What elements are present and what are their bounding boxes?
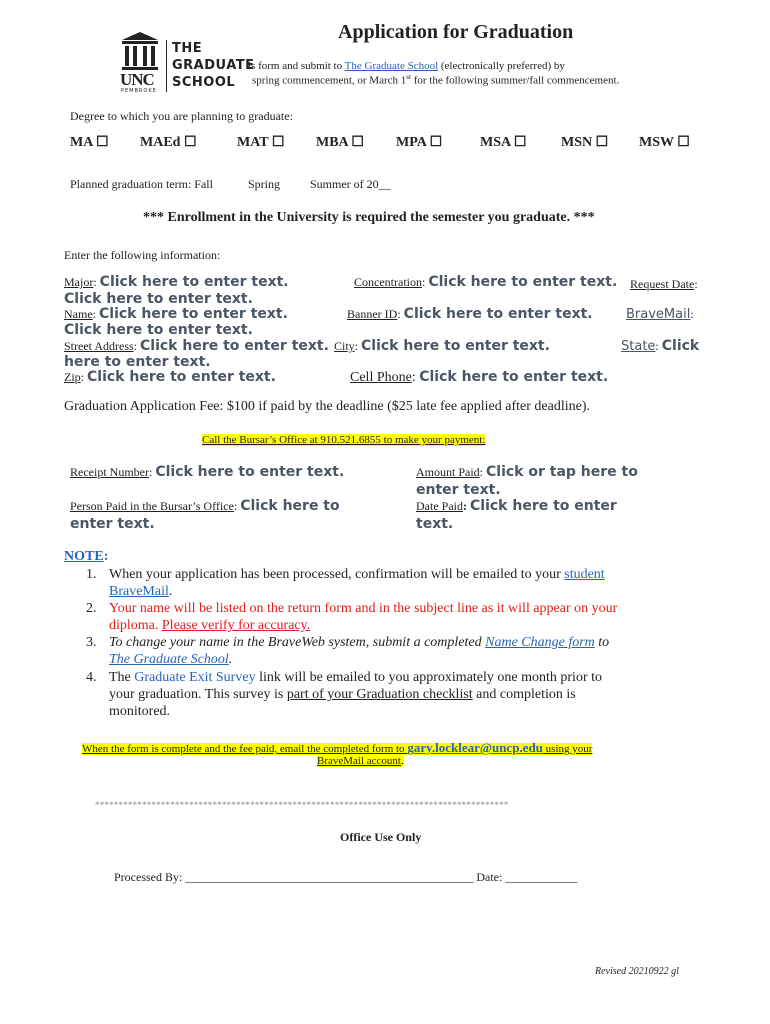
intro-part-1: is form and submit to [248,60,345,72]
bravemail-field: BraveMail: [626,307,694,322]
office-use-heading: Office Use Only [340,830,422,844]
intro-line-2 [252,73,619,87]
date-paid-field: Date Paid: Click here to enter [416,498,617,514]
bravemail-label: BraveMail [626,307,691,322]
person-wrap [70,515,155,533]
name-field: Name: Click here to enter text. [64,306,288,322]
note-2-text-2: diploma. [109,618,162,633]
intro-line-2a: spring commencement, or March 1 [252,74,407,87]
name-label: Name [64,307,93,321]
note-4-line-2b: and completion is [472,687,576,702]
zip-field: Zip: Click here to enter text. [64,369,276,385]
degree-option-maed[interactable]: MAEd ☐ [140,135,197,150]
note-heading-text: NOTE [64,549,104,564]
name-input-extra[interactable]: Click here to enter text. [64,322,253,338]
request-date-field: Request Date: [630,277,698,291]
graduate-school-link[interactable]: The Graduate School [344,60,439,72]
banner-id-input[interactable]: Click here to enter text. [403,306,593,322]
logo-unc: UNC [120,70,154,89]
concentration-input[interactable]: Click here to enter text. [428,274,618,290]
amount-label: Amount Paid [416,465,480,479]
submit-text-2: using your [542,743,593,755]
state-label: State [621,339,656,354]
street-input[interactable]: Click here to enter text. [140,338,329,354]
state-field: State: Click [621,338,700,354]
street-field: Street Address: Click here to enter text. [64,338,329,354]
bursar-text [202,434,485,446]
degree-option-mat[interactable]: MAT ☐ [237,135,285,150]
name-input[interactable]: Click here to enter text. [99,306,288,322]
enter-info-label: Enter the following information: [64,248,221,262]
date-paid-label: Date Paid [416,499,463,513]
zip-label: Zip [64,370,81,384]
logo-line-3: SCHOOL [172,75,236,90]
note-3-number: 3. [86,635,97,650]
note-4-number: 4. [86,670,97,685]
state-input[interactable]: Click [661,338,700,354]
submit-text: When the form is complete and the fee paid, email the completed form to [82,743,408,755]
major-field: Major: Click here to enter text. [64,274,289,290]
receipt-field: Receipt Number: Click here to enter text. [70,464,345,480]
amount-input-wrap[interactable]: enter text. [416,482,501,498]
intro-sup: st [406,73,411,81]
person-input[interactable]: Click here to [240,498,340,514]
note-1-number: 1. [86,567,97,582]
note-4-line-2 [109,687,576,703]
email-link[interactable]: gary.locklear@uncp.edu [407,740,543,755]
note-heading: NOTE: [64,549,109,564]
revised-note: Revised 20210922 gl [595,966,679,977]
note-3-line-1 [109,635,609,651]
street-input-wrap[interactable]: here to enter text. [64,354,211,370]
note-3-text-1: To change your name in the BraveWeb system, submit a completed [109,635,486,650]
submit-line-1 [82,740,592,756]
degree-option-msw[interactable]: MSW ☐ [639,135,690,150]
bursar-highlight: Call the Bursar’s Office at 910.521.6855 to make your payment: [202,434,486,446]
note-2-verify: Please verify for accuracy. [161,618,311,633]
degree-option-mpa[interactable]: MPA ☐ [396,135,443,150]
cell-phone-input[interactable]: Click here to enter text. [419,369,609,385]
banner-id-field: Banner ID: Click here to enter text. [347,306,593,322]
amount-input[interactable]: Click or tap here to [486,464,638,480]
note-3-line-2: The Graduate School. [109,652,233,667]
note-2-line-2 [109,618,310,634]
note-4-text-2: link will be emailed to you approximately one month prior to [255,670,602,685]
city-field: City: Click here to enter text. [334,338,550,354]
major-label: Major [64,275,94,289]
concentration-label: Concentration [354,275,422,289]
major-input[interactable]: Click here to enter text. [99,274,289,290]
receipt-input[interactable]: Click here to enter text. [155,464,345,480]
logo-pembroke: PEMBROKE [121,88,157,94]
note-1-line-1 [109,567,605,583]
person-field: Person Paid in the Bursar’s Office: Click here to [70,498,340,514]
term-label: Planned graduation term: Fall [70,177,213,191]
logo-line-1: THE [172,41,203,56]
logo-divider [166,40,167,92]
date-paid-input-wrap[interactable]: text. [416,516,454,532]
fee-text: Graduation Application Fee: $100 if paid by the deadline ($25 late fee applied after deadline). [64,399,590,414]
person-input-wrap[interactable]: enter text. [70,516,155,532]
bravemail-account-text: BraveMail account [317,755,401,767]
bravemail-link[interactable]: BraveMail [109,584,169,599]
intro-line-1 [248,60,565,72]
zip-input[interactable]: Click here to enter text. [87,369,276,385]
note-4-line-1 [109,670,602,686]
stars-divider: **************************************************************************************** [95,800,509,810]
degree-option-mba[interactable]: MBA ☐ [316,135,364,150]
term-spring: Spring [248,177,281,191]
student-link[interactable]: student [564,567,605,582]
degree-option-ma[interactable]: MA ☐ [70,135,109,150]
major-input-extra[interactable]: Click here to enter text. [64,291,253,307]
city-label: City [334,339,355,353]
processed-by-line: Processed By: ________________________________________________ Date: ____________ [114,870,578,884]
university-building-icon [118,30,162,74]
concentration-field: Concentration: Click here to enter text. [354,274,618,290]
graduation-checklist-text: part of your Graduation checklist [286,687,473,702]
note-2-number: 2. [86,601,97,616]
note-1-line-2: BraveMail. [109,584,173,599]
intro-part-2: (electronically preferred) by [438,60,565,72]
term-summer: Summer of 20__ [310,177,391,191]
enrollment-notice: *** Enrollment in the University is required the semester you graduate. *** [143,210,595,225]
exit-survey-text: Graduate Exit Survey [134,670,256,685]
banner-id-label: Banner ID [347,307,398,321]
note-4-text-1: The [109,670,135,685]
logo [118,30,255,96]
page-title: Application for Graduation [338,21,574,43]
amount-field: Amount Paid: Click or tap here to [416,464,638,480]
street-label: Street Address [64,339,134,353]
date-paid-input[interactable]: Click here to enter [470,498,617,514]
degree-option-msa[interactable]: MSA ☐ [480,135,527,150]
degree-option-msn[interactable]: MSN ☐ [561,135,609,150]
note-2-line-1: Your name will be listed on the return form and in the subject line as it will appear on your [109,601,618,616]
name-change-form-link[interactable]: Name Change form [485,635,595,650]
note-1-text: When your application has been processed, confirmation will be emailed to your [109,567,565,582]
cell-phone-label: Cell Phone [350,370,412,385]
cell-phone-field: Cell Phone: Click here to enter text. [350,369,609,385]
receipt-label: Receipt Number [70,465,149,479]
note-3-text-2: to [594,635,610,650]
request-date-label: Request Date [630,277,695,291]
date-paid-wrap [416,515,453,533]
intro-line-2b: for the following summer/fall commencement. [410,74,620,87]
logo-line-2: GRADUATE [172,58,255,73]
submit-highlight-2: BraveMail account. [317,755,404,767]
submit-highlight [82,740,593,755]
city-input[interactable]: Click here to enter text. [361,338,550,354]
submit-line-2 [317,755,404,767]
note-4-line-2a: your graduation. This survey is [109,687,287,702]
degree-prompt: Degree to which you are planning to graduate: [70,109,293,123]
graduate-school-link-2[interactable]: The Graduate School [109,652,229,667]
person-label: Person Paid in the Bursar’s Office [70,499,234,513]
note-4-line-3: monitored. [109,704,171,719]
